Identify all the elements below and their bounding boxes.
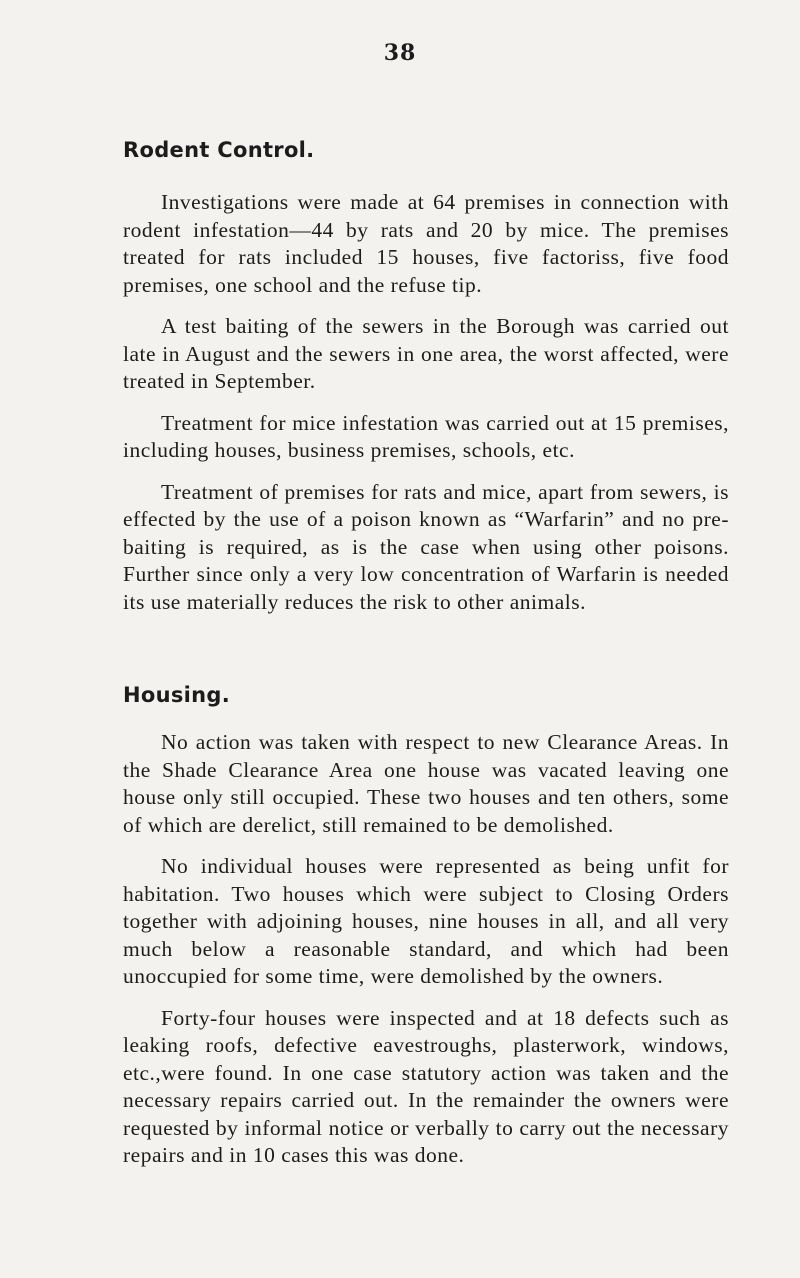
- section-rodent-control: [123, 138, 729, 630]
- paragraph: Forty-four houses were inspected and at 18 defects such as leaking roofs, defective eavestroughs, plasterwork, windows, etc.,were found. In one case statutory action was taken and the necessary repairs carried out. In the remainder the owners were requested by informal notice or verbally to carry out the necessary repairs and in 10 cases this was done.: [123, 1005, 729, 1167]
- paragraph: Treatment of premises for rats and mice, apart from sewers, is effected by the use of a poison known as “Warfarin” and no pre-baiting is required, as is the case when using other poisons. Further since only a very low concentration of Warfarin is needed its use materially reduces the risk to other animals.: [123, 479, 729, 614]
- paragraph: Treatment for mice infestation was carried out at 15 premises, including houses, business premises, schools, etc.: [123, 410, 729, 462]
- paragraph: A test baiting of the sewers in the Borough was carried out late in August and the sewers in one area, the worst affected, were treated in September.: [123, 314, 729, 393]
- paragraph: Investigations were made at 64 premises in connection with rodent infestation—44 by rats and 20 by mice. The premises treated for rats included 15 houses, five factoriss, five food premises, one school and the refuse tip.: [123, 190, 729, 297]
- section-heading-housing: Housing.: [123, 683, 231, 707]
- paragraph: No individual houses were represented as being unfit for habitation. Two houses which were subject to Closing Orders together with adjoining houses, nine houses in all, and all very much below a reasonable standard, and which had been unoccupied for some time, were demolished by the owners.: [123, 854, 729, 988]
- paragraph: No action was taken with respect to new Clearance Areas. In the Shade Clearance Area one house was vacated leaving one house only still occupied. These two houses and ten others, some of which are derelict, still remained to be demolished.: [123, 730, 729, 837]
- section-housing: [123, 683, 729, 1184]
- section-heading-rodent-control: Rodent Control.: [123, 138, 315, 162]
- page-number: 38: [383, 40, 417, 66]
